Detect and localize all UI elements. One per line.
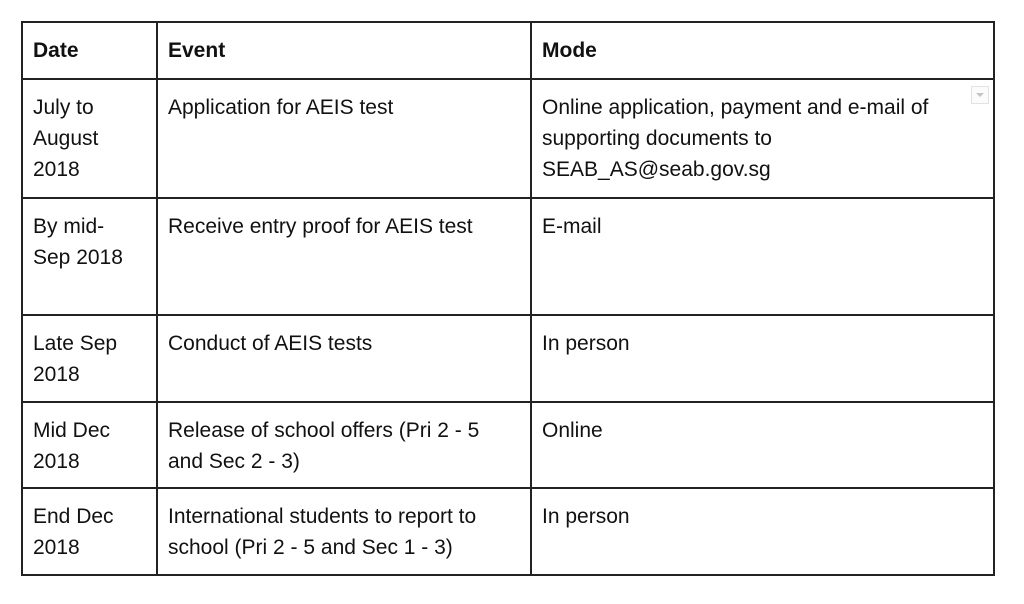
event-cell (157, 402, 531, 488)
event-text: Release of school offers (Pri 2 - 5 and Sec 2 - 3) (168, 419, 480, 473)
mode-cell: Online (531, 402, 994, 488)
event-cell (157, 488, 531, 575)
header-date: Date (22, 22, 157, 79)
date-text: By mid-Sep 2018 (33, 215, 123, 269)
date-text: Mid Dec 2018 (33, 419, 111, 473)
table-row (22, 198, 994, 315)
header-mode: Mode (531, 22, 994, 79)
date-cell (22, 79, 157, 198)
mode-cell: In person (531, 488, 994, 575)
table-row (22, 488, 994, 575)
date-text: July to August 2018 (33, 96, 99, 181)
date-cell (22, 402, 157, 488)
event-cell: Conduct of AEIS tests (157, 315, 531, 402)
mode-cell: In person (531, 315, 994, 402)
date-cell (22, 198, 157, 315)
date-cell (22, 315, 157, 402)
date-text: End Dec 2018 (33, 505, 114, 559)
mode-cell (531, 79, 994, 198)
mode-cell: E-mail (531, 198, 994, 315)
event-cell: Receive entry proof for AEIS test (157, 198, 531, 315)
table-header-row (22, 22, 994, 79)
date-text: Late Sep 2018 (33, 332, 118, 386)
aeis-schedule-table (21, 21, 995, 576)
mode-text: Online application, payment and e-mail of supporting documents to SEAB_AS@seab.gov.sg (542, 96, 929, 181)
date-cell (22, 488, 157, 575)
event-cell: Application for AEIS test (157, 79, 531, 198)
table-row (22, 315, 994, 402)
chevron-down-icon[interactable] (971, 86, 989, 104)
header-event: Event (157, 22, 531, 79)
table-row (22, 402, 994, 488)
event-text: International students to report to school (Pri 2 - 5 and Sec 1 - 3) (168, 505, 477, 559)
table-row (22, 79, 994, 198)
